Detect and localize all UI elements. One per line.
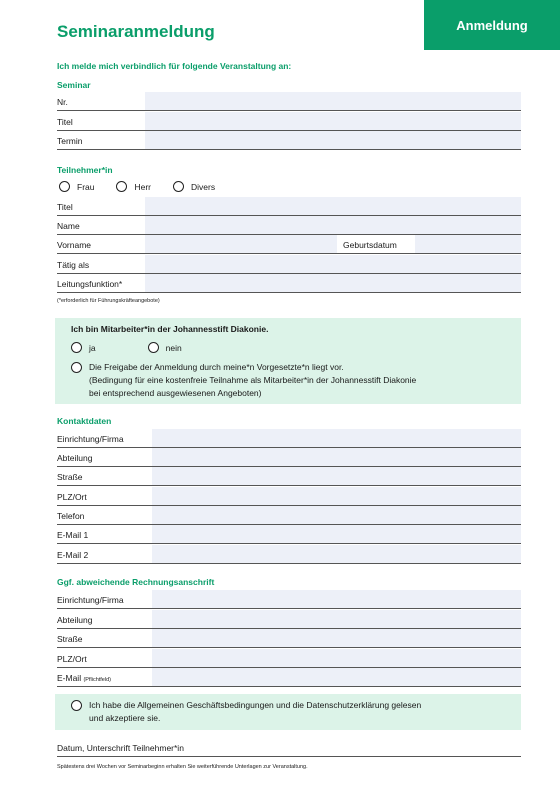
terms-option[interactable] bbox=[71, 699, 421, 725]
participant-firstname-label: Vorname bbox=[57, 240, 92, 250]
employee-radio-group bbox=[71, 342, 234, 353]
terms-text bbox=[89, 699, 421, 725]
participant-title-field[interactable] bbox=[145, 197, 521, 215]
approval-line3: bei entsprechend ausgewiesenen Angeboten) bbox=[89, 388, 262, 398]
billing-email-row[interactable] bbox=[57, 668, 521, 687]
employee-title: Ich bin Mitarbeiter*in der Johannesstift Diakonie. bbox=[71, 324, 269, 334]
participant-role-row[interactable] bbox=[57, 255, 521, 274]
contact-email1-field[interactable] bbox=[152, 525, 521, 543]
approval-line2: (Bedingung für eine kostenfreie Teilnahme als Mitarbeiter*in der Johannesstift Diakonie bbox=[89, 375, 417, 385]
participant-firstname-row[interactable] bbox=[57, 235, 521, 254]
seminar-nr-row[interactable] bbox=[57, 92, 521, 111]
radio-icon[interactable] bbox=[59, 181, 70, 192]
seminar-title-label: Titel bbox=[57, 117, 73, 127]
seminar-date-label: Termin bbox=[57, 136, 83, 146]
contact-email2-row[interactable] bbox=[57, 545, 521, 564]
billing-email-label: E-Mail bbox=[57, 673, 82, 683]
employee-yes[interactable] bbox=[71, 342, 96, 353]
contact-email2-field[interactable] bbox=[152, 545, 521, 563]
participant-title-label: Titel bbox=[57, 202, 73, 212]
billing-company-label: Einrichtung/Firma bbox=[57, 595, 124, 605]
contact-street-field[interactable] bbox=[152, 467, 521, 485]
employee-box bbox=[55, 318, 521, 404]
terms-box bbox=[55, 694, 521, 730]
participant-role-label: Tätig als bbox=[57, 260, 90, 270]
approval-line1: Die Freigabe der Anmeldung durch meine*n Vorgesetzte*n liegt vor. bbox=[89, 362, 344, 372]
billing-street-field[interactable] bbox=[152, 629, 521, 647]
seminar-heading: Seminar bbox=[57, 80, 91, 90]
radio-icon[interactable] bbox=[116, 181, 127, 192]
contact-company-row[interactable] bbox=[57, 429, 521, 448]
terms-line1: Ich habe die Allgemeinen Geschäftsbedingungen und die Datenschutzerklärung gelesen bbox=[89, 700, 422, 710]
salutation-group bbox=[59, 181, 237, 192]
radio-icon[interactable] bbox=[173, 181, 184, 192]
contact-email1-label: E-Mail 1 bbox=[57, 530, 89, 540]
leadership-footnote: (*erforderlich für Führungskräfteangebote) bbox=[57, 298, 160, 304]
contact-phone-label: Telefon bbox=[57, 511, 85, 521]
participant-role-field[interactable] bbox=[145, 255, 521, 273]
intro-text: Ich melde mich verbindlich für folgende Veranstaltung an: bbox=[57, 61, 292, 71]
billing-email-note: (Pflichtfeld) bbox=[83, 677, 111, 683]
billing-company-row[interactable] bbox=[57, 590, 521, 609]
contact-email1-row[interactable] bbox=[57, 525, 521, 544]
participant-lead-field[interactable] bbox=[145, 274, 521, 292]
billing-dept-field[interactable] bbox=[152, 610, 521, 628]
birthdate-label: Geburtsdatum bbox=[343, 240, 397, 250]
contact-street-label: Straße bbox=[57, 472, 83, 482]
billing-zip-row[interactable] bbox=[57, 649, 521, 668]
signature-label: Datum, Unterschrift Teilnehmer*in bbox=[57, 743, 184, 753]
contact-heading: Kontaktdaten bbox=[57, 416, 112, 426]
contact-company-field[interactable] bbox=[152, 429, 521, 447]
page-title: Seminaranmeldung bbox=[57, 22, 215, 41]
approval-option[interactable] bbox=[71, 361, 416, 400]
contact-dept-label: Abteilung bbox=[57, 453, 93, 463]
billing-company-field[interactable] bbox=[152, 590, 521, 608]
terms-line2: und akzeptiere sie. bbox=[89, 713, 161, 723]
participant-lead-label: Leitungsfunktion* bbox=[57, 279, 123, 289]
seminar-nr-label: Nr. bbox=[57, 97, 68, 107]
billing-dept-row[interactable] bbox=[57, 610, 521, 629]
contact-phone-row[interactable] bbox=[57, 506, 521, 525]
participant-title-row[interactable] bbox=[57, 197, 521, 216]
salutation-frau-label: Frau bbox=[77, 181, 95, 192]
billing-dept-label: Abteilung bbox=[57, 615, 93, 625]
participant-name-field[interactable] bbox=[145, 216, 521, 234]
contact-zip-field[interactable] bbox=[152, 487, 521, 505]
contact-dept-row[interactable] bbox=[57, 448, 521, 467]
contact-zip-label: PLZ/Ort bbox=[57, 492, 87, 502]
radio-icon[interactable] bbox=[148, 342, 159, 353]
contact-zip-row[interactable] bbox=[57, 487, 521, 506]
employee-no-label: nein bbox=[165, 342, 182, 353]
footer-note: Spätestens drei Wochen vor Seminarbeginn erhalten Sie weiterführende Unterlagen zur Veranstaltung. bbox=[57, 764, 308, 770]
participant-name-label: Name bbox=[57, 221, 80, 231]
signature-row[interactable] bbox=[57, 739, 521, 757]
radio-icon[interactable] bbox=[71, 342, 82, 353]
employee-yes-label: ja bbox=[89, 342, 96, 353]
employee-no[interactable] bbox=[148, 342, 182, 353]
salutation-herr[interactable] bbox=[116, 181, 151, 192]
billing-email-label-wrap bbox=[57, 673, 111, 683]
contact-street-row[interactable] bbox=[57, 467, 521, 486]
billing-street-label: Straße bbox=[57, 634, 83, 644]
radio-icon[interactable] bbox=[71, 362, 82, 373]
radio-icon[interactable] bbox=[71, 700, 82, 711]
approval-text bbox=[89, 361, 416, 400]
seminar-title-row[interactable] bbox=[57, 112, 521, 131]
participant-heading: Teilnehmer*in bbox=[57, 165, 113, 175]
contact-dept-field[interactable] bbox=[152, 448, 521, 466]
contact-company-label: Einrichtung/Firma bbox=[57, 434, 124, 444]
billing-email-field[interactable] bbox=[152, 668, 521, 686]
anmeldung-tab: Anmeldung bbox=[424, 0, 560, 50]
billing-heading: Ggf. abweichende Rechnungsanschrift bbox=[57, 577, 215, 587]
contact-phone-field[interactable] bbox=[152, 506, 521, 524]
billing-street-row[interactable] bbox=[57, 629, 521, 648]
salutation-herr-label: Herr bbox=[134, 181, 152, 192]
seminar-title-field[interactable] bbox=[145, 112, 521, 130]
billing-zip-field[interactable] bbox=[152, 649, 521, 667]
participant-lead-row[interactable] bbox=[57, 274, 521, 293]
seminar-date-field[interactable] bbox=[145, 131, 521, 149]
contact-email2-label: E-Mail 2 bbox=[57, 550, 89, 560]
salutation-divers[interactable] bbox=[173, 181, 215, 192]
salutation-frau[interactable] bbox=[59, 181, 94, 192]
seminar-date-row[interactable] bbox=[57, 131, 521, 150]
billing-zip-label: PLZ/Ort bbox=[57, 654, 87, 664]
participant-firstname-field[interactable] bbox=[145, 235, 521, 253]
seminar-nr-field[interactable] bbox=[145, 92, 521, 110]
salutation-divers-label: Divers bbox=[191, 181, 216, 192]
participant-name-row[interactable] bbox=[57, 216, 521, 235]
